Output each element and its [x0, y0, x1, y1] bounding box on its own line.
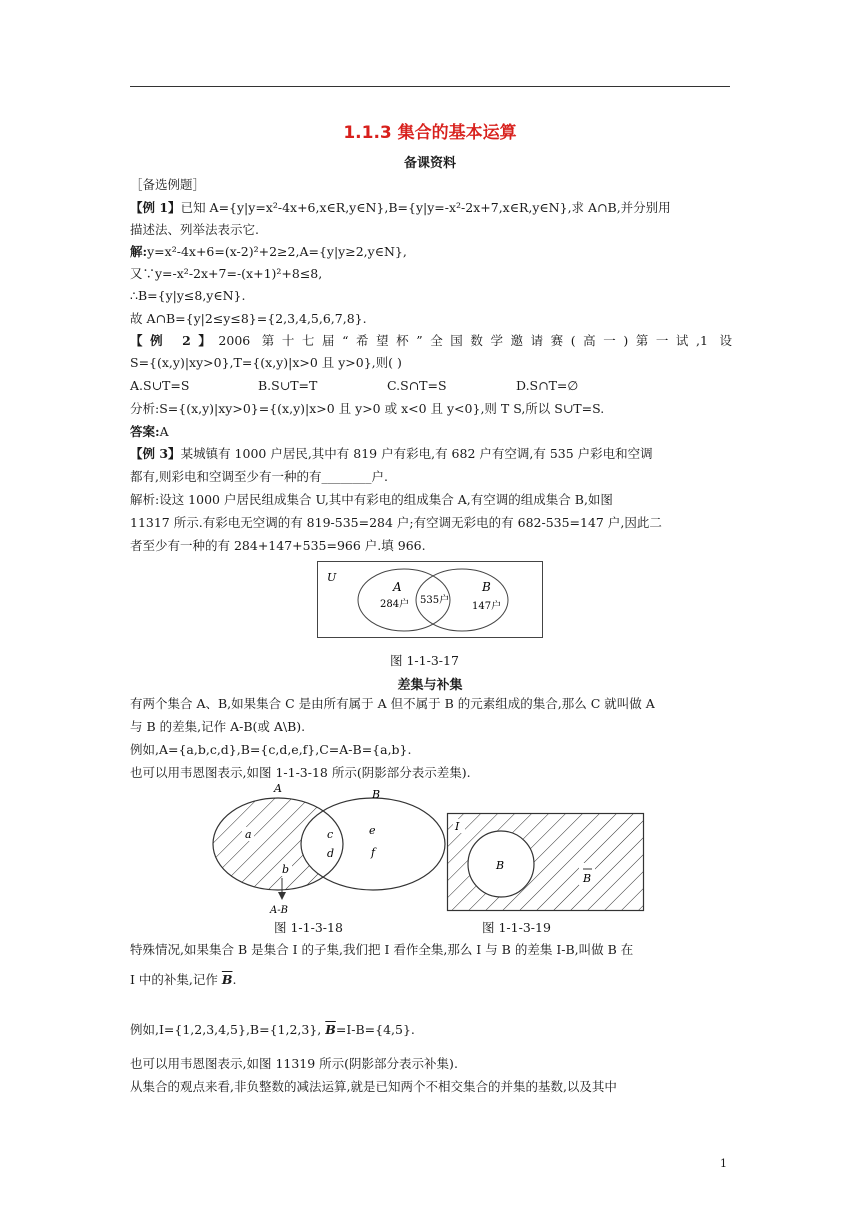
a-only-value: 284户 — [380, 599, 410, 610]
element-b: b — [282, 863, 290, 876]
venn-diagram-17 — [317, 561, 544, 639]
b-only-value: 147户 — [472, 601, 502, 612]
difference-p4: 也可以用韦恩图表示,如图 1-1-3-18 所示(阴影部分表示差集). — [130, 765, 471, 780]
option-b: B.S∪T=T — [258, 378, 318, 393]
example1-sol4: 故 A∩B={y|2≤y≤8}={2,3,4,5,6,7,8}. — [130, 311, 367, 326]
complement-label: B — [583, 872, 592, 885]
complement-p2 — [130, 972, 732, 988]
difference-p1: 有两个集合 A、B,如果集合 C 是由所有属于 A 但不属于 B 的元素组成的集合,那么 C 就叫做 A — [130, 696, 655, 711]
page-subtitle: 备课资料 — [403, 156, 456, 171]
complement-p1: 特殊情况,如果集合 B 是集合 I 的子集,我们把 I 看作全集,那么 I 与 B 的差集 I-B,叫做 B 在 — [130, 942, 634, 957]
element-f: f — [371, 846, 376, 859]
example2-analysis: 分析:S={(x,y)|xy>0}={(x,y)|x>0 且 y>0 或 x<0 且 y<0},则 T S,所以 S∪T=S. — [130, 401, 605, 416]
intersection-value: 535户 — [420, 595, 450, 606]
example1-sol1-text: y=x²-4x+6=(x-2)²+2≥2,A={y|y≥2,y∈N}, — [147, 244, 407, 259]
example1-sol3: ∴B={y|y≤8,y∈N}. — [130, 288, 246, 303]
element-a: a — [245, 828, 252, 841]
example1-sol2: 又∵y=-x²-2x+7=-(x+1)²+8≤8, — [130, 266, 323, 281]
complement-p2-end: . — [232, 972, 237, 987]
venn-diagram-19 — [447, 813, 645, 912]
diff-b-label: B — [372, 788, 381, 801]
solution-tag: 解: — [130, 244, 148, 259]
complement-p3-text: 例如,I={1,2,3,4,5},B={1,2,3}, — [130, 1022, 322, 1037]
example1-sol1 — [130, 244, 732, 260]
complement-p4: 也可以用韦恩图表示,如图 11319 所示(阴影部分表示补集). — [130, 1056, 458, 1071]
difference-p3: 例如,A={a,b,c,d},B={c,d,e,f},C=A-B={a,b}. — [130, 742, 412, 757]
example3-analysis2: 11317 所示.有彩电无空调的有 819-535=284 户;有空调无彩电的有 682-535=147 户,因此二 — [130, 515, 662, 530]
example1-text1: 已知 A={y|y=x²-4x+6,x∈R,y∈N},B={y|y=-x²-2x+7,x∈R,y∈N},求 A∩B,并分别用 — [180, 200, 671, 215]
figure19-caption: 图 1-1-3-19 — [482, 920, 551, 935]
answer-tag: 答案: — [130, 424, 160, 439]
universe-i-label: I — [455, 820, 460, 833]
figure17-caption: 图 1-1-3-17 — [390, 653, 459, 668]
arrow-label: A-B — [270, 905, 288, 916]
figure18-caption: 图 1-1-3-18 — [274, 920, 343, 935]
element-d: d — [327, 847, 335, 860]
complement-symbol: $\overline{B}$ — [221, 972, 233, 987]
diff-a-label: A — [274, 782, 282, 795]
circle-b-label: B — [496, 859, 505, 872]
header-rule — [130, 86, 730, 87]
difference-heading: 差集与补集 — [397, 678, 463, 693]
example3-analysis1: 解析:设这 1000 户居民组成集合 U,其中有彩电的组成集合 A,有空调的组成集合 B,如图 — [130, 492, 613, 507]
example2-line1 — [130, 333, 732, 349]
complement-p3 — [130, 1022, 732, 1038]
page-title: 1.1.3 集合的基本运算 — [343, 123, 517, 143]
example3-line1 — [130, 446, 732, 462]
example2-text1: 2006 第十七届“希望杯”全国数学邀请赛(高一)第一试,1 设 — [218, 333, 732, 348]
page-number: 1 — [720, 1157, 727, 1170]
complement-p5: 从集合的观点来看,非负整数的减法运算,就是已知两个不相交集合的并集的基数,以及其中 — [130, 1079, 617, 1094]
complement-symbol-2: $\overline{B}$ — [325, 1022, 336, 1037]
option-d: D.S∩T=∅ — [516, 378, 579, 393]
element-c: c — [327, 828, 334, 841]
option-c: C.S∩T=S — [387, 378, 447, 393]
universe-label: U — [327, 571, 337, 584]
set-b-label: B — [482, 580, 491, 594]
example2-answer — [130, 424, 732, 440]
example3-line2: 都有,则彩电和空调至少有一种的有________户. — [130, 469, 388, 484]
element-e: e — [369, 824, 376, 837]
example3-text1: 某城镇有 1000 户居民,其中有 819 户有彩电,有 682 户有空调,有 535 户彩电和空调 — [180, 446, 653, 461]
example3-analysis3: 者至少有一种的有 284+147+535=966 户.填 966. — [130, 538, 426, 553]
example1-tag: 【例 1】 — [130, 200, 181, 215]
example2-tag: 【例 2】 — [130, 333, 219, 348]
example1-line1 — [130, 200, 732, 216]
example3-tag: 【例 3】 — [130, 446, 181, 461]
example1-line2: 描述法、列举法表示它. — [130, 222, 259, 237]
set-a-label: A — [393, 580, 402, 594]
answer-value: A — [159, 424, 169, 439]
option-a: A.S∪T=S — [130, 378, 190, 393]
venn-diagram-18 — [208, 780, 448, 915]
section-tag: ［备选例题］ — [130, 177, 206, 192]
difference-p2: 与 B 的差集,记作 A-B(或 A\B). — [130, 719, 306, 734]
complement-p3-end: =I-B={4,5}. — [335, 1022, 415, 1037]
example2-line2: S={(x,y)|xy>0},T={(x,y)|x>0 且 y>0},则( ) — [130, 355, 402, 370]
complement-p2-text: I 中的补集,记作 — [130, 972, 218, 987]
